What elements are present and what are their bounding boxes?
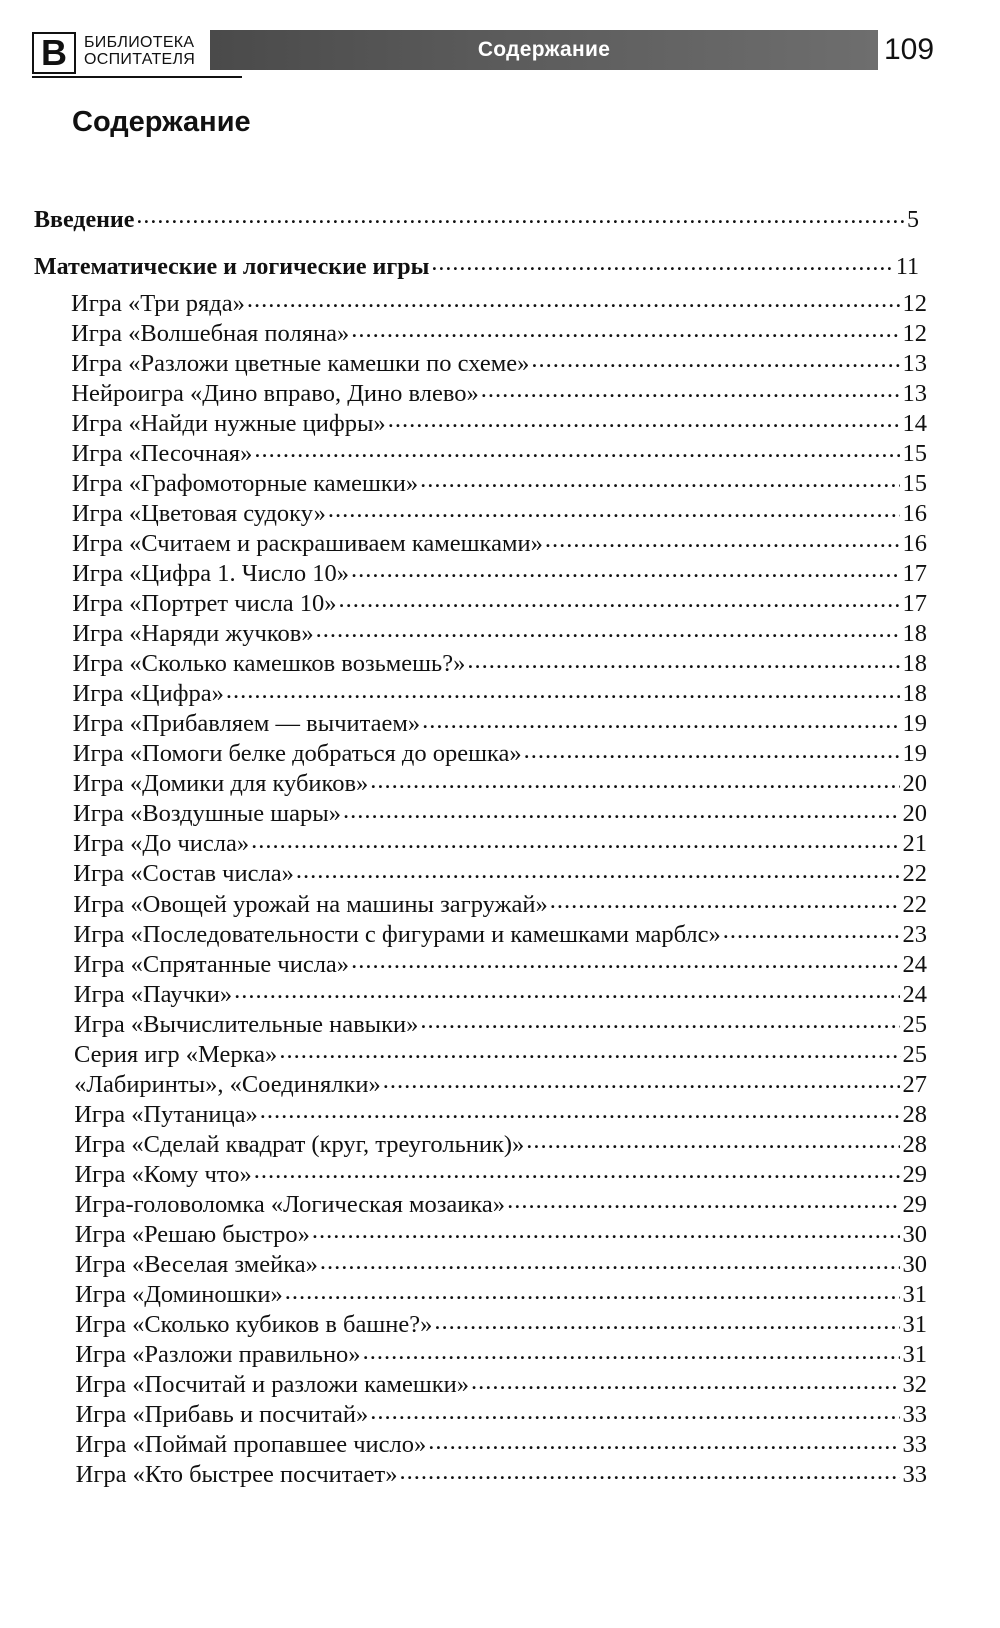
page-heading: Содержание — [72, 106, 251, 138]
toc-leader-dots — [370, 767, 900, 792]
toc-leader-dots — [351, 947, 900, 972]
toc-leader-dots — [388, 406, 901, 431]
toc-item-title: Игра «Считаем и раскрашиваем камешками» — [71, 529, 543, 557]
toc-item-title: Серия игр «Мерка» — [74, 1040, 278, 1068]
toc-item-title: Игра «Кто быстрее посчитает» — [75, 1461, 398, 1489]
toc-item-page: 14 — [902, 409, 927, 437]
toc-item — [73, 797, 927, 830]
toc-item — [73, 887, 927, 920]
toc-item-title: Игра «Спрятанные числа» — [73, 950, 350, 978]
toc-item — [75, 1218, 927, 1251]
toc-section-page: 11 — [895, 254, 919, 280]
toc-item-title: Игра «Паучки» — [73, 980, 233, 1008]
toc-item-title: Игра «Три ряда» — [71, 289, 245, 317]
toc-item — [73, 767, 927, 800]
toc-item — [73, 677, 927, 710]
toc-section-title: Математические и логические игры — [34, 254, 430, 280]
toc-item-title: Игра «Вычислительные навыки» — [73, 1010, 419, 1038]
toc-item — [73, 857, 927, 890]
toc-item-page: 20 — [902, 800, 927, 828]
toc-leader-dots — [285, 1278, 901, 1303]
toc-leader-dots — [343, 797, 901, 822]
toc-leader-dots — [234, 977, 900, 1002]
toc-item-title: Игра «Найди нужные цифры» — [71, 409, 386, 437]
toc-item — [71, 376, 927, 409]
toc-intro — [34, 203, 919, 235]
toc-leader-dots — [422, 707, 900, 732]
toc-item-page: 29 — [902, 1191, 927, 1218]
toc-leader-dots — [351, 316, 900, 341]
toc-item-page: 33 — [902, 1461, 927, 1489]
toc-item — [76, 1458, 927, 1491]
header-bar — [210, 30, 878, 70]
toc-item — [75, 1278, 927, 1311]
toc-item-page: 15 — [902, 469, 927, 497]
toc-item-page: 24 — [902, 980, 927, 1008]
toc-item — [75, 1368, 927, 1401]
toc-item-title: Игра «Последовательности с фигурами и камешками марблс» — [73, 920, 721, 948]
toc-item — [71, 406, 927, 439]
running-header — [32, 30, 937, 72]
toc-item — [71, 346, 927, 379]
series-logo-letter: В — [41, 32, 67, 73]
toc-item-title: Игра «Разложи правильно» — [75, 1341, 361, 1369]
toc-item — [73, 737, 927, 770]
toc-item-title: Игра «Разложи цветные камешки по схеме» — [71, 349, 530, 377]
toc-item-title: Игра «Цифра 1. Число 10» — [72, 559, 350, 587]
toc-leader-dots — [545, 526, 901, 551]
toc-item-title: Игра «Портрет числа 10» — [72, 590, 337, 617]
toc-leader-dots — [531, 346, 900, 371]
toc-item-page: 13 — [902, 379, 927, 407]
toc-item-page: 16 — [902, 529, 927, 557]
toc-item — [72, 587, 927, 620]
toc-item-page: 19 — [902, 740, 927, 768]
toc-leader-dots — [507, 1188, 900, 1213]
toc-item-page: 22 — [902, 860, 927, 888]
toc-item-page: 31 — [902, 1341, 927, 1369]
toc-item-title: Игра «Цифра» — [72, 680, 224, 708]
toc-item-page: 33 — [902, 1401, 927, 1429]
toc-leader-dots — [471, 1368, 900, 1393]
toc-item-title: Игра «Помоги белке добраться до орешка» — [72, 740, 522, 768]
toc-leader-dots — [316, 617, 901, 642]
toc-item-page: 12 — [902, 319, 927, 347]
toc-item-title: Игра «Сделай квадрат (круг, треугольник)» — [74, 1130, 525, 1158]
toc-item-title: Игра «Решаю быстро» — [74, 1221, 310, 1249]
toc-leader-dots — [254, 1157, 901, 1182]
series-name-line2: ОСПИТАТЕЛЯ — [84, 51, 196, 68]
toc-item-title: Игра «Волшебная поляна» — [71, 319, 350, 347]
toc-leader-dots — [428, 1428, 900, 1453]
toc-item-title: Игра-головоломка «Логическая мозаика» — [74, 1191, 506, 1218]
page-number: 109 — [884, 33, 935, 66]
toc-item — [74, 977, 927, 1010]
toc-item-page: 27 — [902, 1070, 927, 1098]
toc-item — [72, 466, 927, 499]
toc-leader-dots — [420, 1007, 900, 1032]
toc-item — [73, 827, 927, 860]
toc-item-page: 31 — [902, 1311, 927, 1339]
toc-item — [74, 1097, 927, 1130]
toc-leader-dots — [279, 1037, 900, 1062]
toc-item — [75, 1398, 927, 1431]
toc-item — [76, 1428, 927, 1461]
toc-item-title: Игра «Прибавляем — вычитаем» — [72, 710, 421, 738]
toc-item — [72, 436, 927, 469]
series-name-line1: БИБЛИОТЕКА — [84, 34, 195, 51]
toc-leader-dots — [251, 827, 900, 852]
toc-item-page: 18 — [902, 650, 927, 678]
series-underline — [32, 76, 242, 78]
toc-leader-dots — [383, 1067, 901, 1092]
toc-item-page: 24 — [902, 950, 927, 978]
toc-leader-dots — [254, 436, 900, 461]
toc-leader-dots — [420, 466, 900, 491]
toc-item-title: Игра «Веселая змейка» — [74, 1251, 318, 1279]
toc-item-page: 12 — [902, 289, 927, 317]
toc-item-page: 17 — [902, 590, 927, 617]
toc-leader-dots — [328, 496, 901, 521]
toc-item — [72, 617, 927, 650]
toc-item — [74, 947, 927, 980]
toc-leader-dots — [226, 677, 901, 702]
toc-item-page: 30 — [902, 1251, 927, 1279]
toc-item — [74, 1007, 927, 1040]
toc-item — [71, 316, 927, 349]
toc-leader-dots — [550, 887, 901, 912]
toc-leader-dots — [526, 1127, 900, 1152]
toc-item-title: Нейроигра «Дино вправо, Дино влево» — [71, 379, 479, 407]
toc-item — [75, 1308, 927, 1341]
toc-item-title: Игра «Домики для кубиков» — [72, 770, 369, 798]
toc-item-page: 31 — [902, 1281, 927, 1309]
toc-item — [73, 707, 927, 740]
toc-leader-dots — [431, 250, 894, 274]
toc-item-page: 21 — [902, 830, 927, 858]
toc-item-title: Игра «Песочная» — [71, 439, 253, 467]
toc-item — [74, 1157, 927, 1190]
toc-leader-dots — [247, 286, 901, 311]
toc-leader-dots — [312, 1218, 901, 1243]
toc-item — [74, 1067, 927, 1100]
toc-item-title: Игра «Сколько кубиков в башне?» — [75, 1311, 433, 1339]
toc-item-page: 28 — [902, 1100, 927, 1128]
toc-leader-dots — [524, 737, 901, 762]
toc-item-title: «Лабиринты», «Соединялки» — [74, 1070, 381, 1098]
toc-item-title: Игра «Овощей урожай на машины загружай» — [73, 890, 548, 918]
toc-item-page: 16 — [902, 499, 927, 527]
toc-item-title: Игра «Воздушные шары» — [73, 800, 341, 828]
toc-item-page: 13 — [902, 349, 927, 377]
toc-item-page: 29 — [902, 1160, 927, 1188]
toc-item-title: Игра «Кому что» — [74, 1160, 252, 1188]
toc-item — [72, 526, 927, 559]
toc-item — [72, 556, 927, 589]
toc-leader-dots — [351, 556, 900, 581]
toc-item-title: Игра «Путаница» — [74, 1100, 258, 1128]
toc-item-title: Игра «До числа» — [73, 830, 250, 858]
toc-leader-dots — [363, 1338, 901, 1363]
toc-item-page: 32 — [902, 1371, 927, 1399]
toc-item-title: Игра «Наряди жучков» — [72, 620, 314, 648]
toc-item — [72, 647, 927, 680]
toc-item-title: Игра «Состав числа» — [73, 860, 294, 888]
toc-item — [74, 917, 927, 950]
toc-item-title: Игра «Цветовая судоку» — [71, 499, 326, 527]
toc-leader-dots — [260, 1097, 901, 1122]
toc-item-title: Игра «Графомоторные камешки» — [71, 469, 419, 497]
toc-item-title: Игра «Прибавь и посчитай» — [75, 1401, 369, 1429]
toc-leader-dots — [370, 1398, 900, 1423]
toc-item-page: 22 — [902, 890, 927, 918]
toc-leader-dots — [400, 1458, 901, 1483]
toc-item-page: 19 — [902, 710, 927, 738]
toc-item-title: Игра «Сколько камешков возьмешь?» — [72, 650, 466, 678]
toc-item-title: Игра «Доминошки» — [74, 1281, 283, 1309]
toc-item — [75, 1188, 927, 1221]
series-logo — [32, 32, 76, 74]
toc-leader-dots — [481, 376, 901, 401]
toc-leader-dots — [320, 1248, 901, 1273]
toc-intro-page: 5 — [907, 207, 919, 233]
toc-item-title: Игра «Поймай пропавшее число» — [75, 1431, 427, 1459]
toc-item-page: 18 — [902, 680, 927, 708]
toc-item-page: 33 — [902, 1431, 927, 1459]
toc-leader-dots — [296, 857, 901, 882]
toc-section — [34, 250, 919, 282]
toc-item-page: 28 — [902, 1130, 927, 1158]
toc-leader-dots — [136, 203, 905, 227]
toc-item — [74, 1037, 927, 1070]
toc-item-page: 25 — [902, 1040, 927, 1068]
toc-item-page: 30 — [902, 1221, 927, 1249]
toc-item — [71, 286, 927, 319]
toc-item — [74, 1127, 927, 1160]
toc-item-page: 23 — [902, 920, 927, 948]
toc-item-page: 25 — [902, 1010, 927, 1038]
toc-item-page: 20 — [902, 770, 927, 798]
toc-leader-dots — [467, 647, 900, 672]
toc-intro-title: Введение — [34, 207, 135, 233]
toc-leader-dots — [434, 1308, 900, 1333]
toc-item-page: 15 — [902, 439, 927, 467]
toc-item-page: 18 — [902, 620, 927, 648]
toc-item-page: 17 — [902, 559, 927, 587]
toc-leader-dots — [339, 587, 901, 612]
toc-item-title: Игра «Посчитай и разложи камешки» — [75, 1371, 470, 1399]
toc-leader-dots — [723, 917, 901, 942]
toc-item — [75, 1248, 927, 1281]
toc-item — [75, 1338, 927, 1371]
header-section-title: Содержание — [477, 38, 611, 61]
toc-item — [72, 496, 927, 529]
